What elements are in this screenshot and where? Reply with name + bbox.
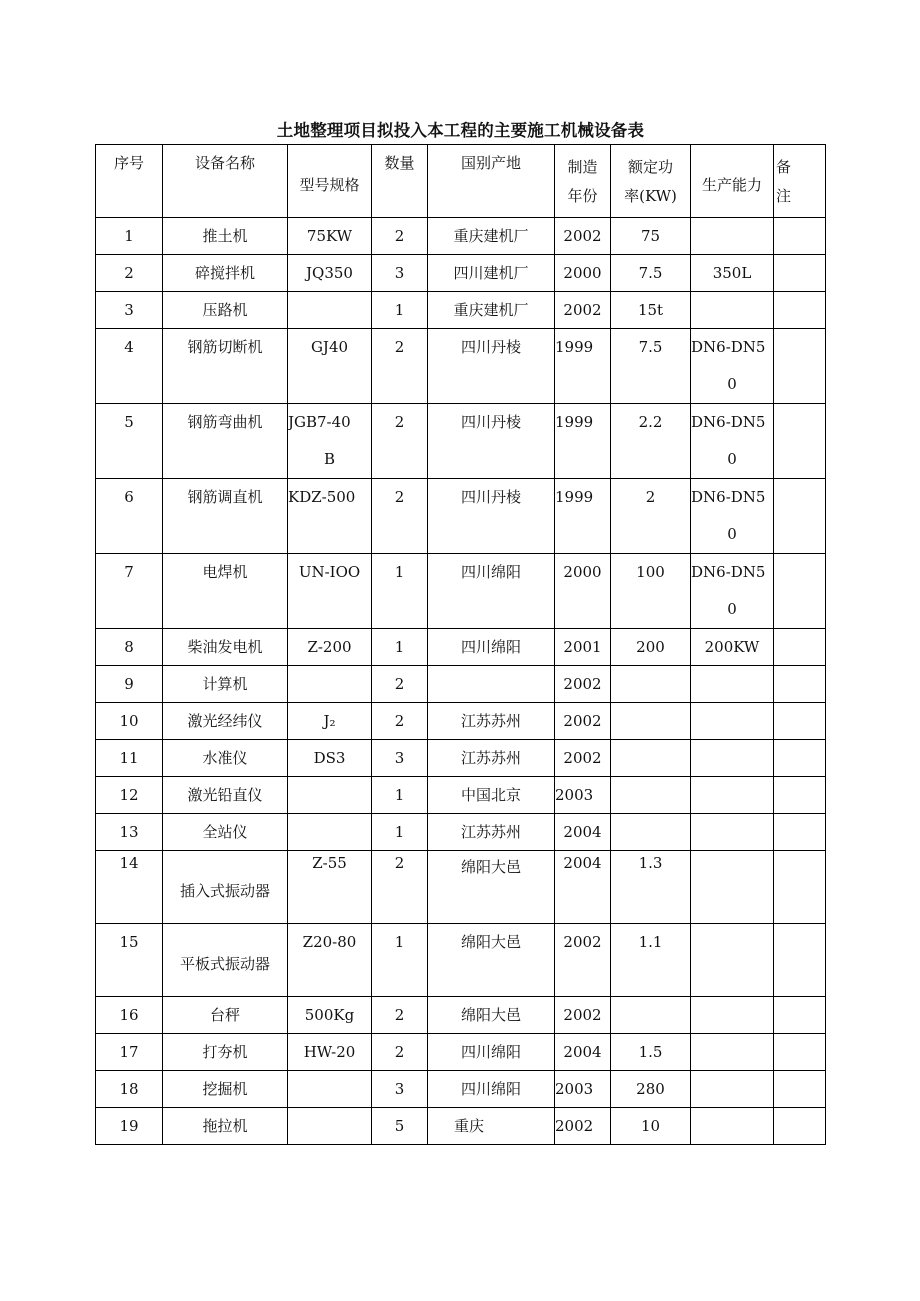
cell-year: 2004 xyxy=(555,1034,611,1071)
cell-origin xyxy=(428,666,555,703)
cell-name: 计算机 xyxy=(163,666,288,703)
cell-origin: 四川丹棱 xyxy=(428,404,555,479)
cell-year: 1999 xyxy=(555,329,611,404)
header-year: 制造 年份 xyxy=(555,145,611,218)
table-row xyxy=(96,740,826,777)
cell-model xyxy=(288,1108,372,1145)
cell-capacity: DN6-DN5 0 xyxy=(691,404,774,479)
table-row xyxy=(96,703,826,740)
cell-remark xyxy=(774,292,826,329)
cell-name: 钢筋切断机 xyxy=(163,329,288,404)
cell-origin: 中国北京 xyxy=(428,777,555,814)
cell-model: GJ40 xyxy=(288,329,372,404)
cell-origin: 四川丹棱 xyxy=(428,329,555,404)
header-row xyxy=(96,145,826,218)
cell-model: 75KW xyxy=(288,218,372,255)
cell-year: 2002 xyxy=(555,703,611,740)
cell-remark xyxy=(774,851,826,924)
cell-name: 钢筋调直机 xyxy=(163,479,288,554)
table-row xyxy=(96,1071,826,1108)
cell-remark xyxy=(774,255,826,292)
cell-power: 7.5 xyxy=(611,329,691,404)
cell-no: 3 xyxy=(96,292,163,329)
cell-remark xyxy=(774,997,826,1034)
cell-model: 500Kg xyxy=(288,997,372,1034)
cell-no: 4 xyxy=(96,329,163,404)
cell-no: 13 xyxy=(96,814,163,851)
cell-model: HW-20 xyxy=(288,1034,372,1071)
cell-remark xyxy=(774,814,826,851)
cell-origin: 四川绵阳 xyxy=(428,629,555,666)
cell-year: 2002 xyxy=(555,1108,611,1145)
table-row xyxy=(96,554,826,629)
cell-origin: 江苏苏州 xyxy=(428,740,555,777)
cell-qty: 2 xyxy=(372,218,428,255)
cell-capacity xyxy=(691,1071,774,1108)
cell-year: 2003 xyxy=(555,777,611,814)
cell-capacity xyxy=(691,997,774,1034)
cell-year: 2002 xyxy=(555,924,611,997)
cell-origin: 江苏苏州 xyxy=(428,814,555,851)
table-row xyxy=(96,1108,826,1145)
cell-power xyxy=(611,777,691,814)
table-row xyxy=(96,479,826,554)
cell-remark xyxy=(774,1071,826,1108)
cell-origin: 四川绵阳 xyxy=(428,554,555,629)
cell-origin: 四川绵阳 xyxy=(428,1071,555,1108)
cell-qty: 2 xyxy=(372,479,428,554)
cell-remark xyxy=(774,554,826,629)
cell-qty: 1 xyxy=(372,814,428,851)
cell-year: 2001 xyxy=(555,629,611,666)
cell-power: 7.5 xyxy=(611,255,691,292)
cell-qty: 5 xyxy=(372,1108,428,1145)
cell-capacity xyxy=(691,666,774,703)
cell-qty: 1 xyxy=(372,629,428,666)
cell-year: 2002 xyxy=(555,292,611,329)
cell-model: JQ350 xyxy=(288,255,372,292)
cell-model: UN-IOO xyxy=(288,554,372,629)
cell-model xyxy=(288,814,372,851)
cell-remark xyxy=(774,666,826,703)
cell-model: KDZ-500 xyxy=(288,479,372,554)
cell-power: 1.1 xyxy=(611,924,691,997)
cell-name: 激光铅直仪 xyxy=(163,777,288,814)
cell-name: 拖拉机 xyxy=(163,1108,288,1145)
cell-name: 全站仪 xyxy=(163,814,288,851)
cell-remark xyxy=(774,703,826,740)
cell-name: 激光经纬仪 xyxy=(163,703,288,740)
cell-remark xyxy=(774,329,826,404)
cell-capacity xyxy=(691,292,774,329)
cell-no: 9 xyxy=(96,666,163,703)
cell-qty: 2 xyxy=(372,404,428,479)
cell-no: 11 xyxy=(96,740,163,777)
cell-no: 18 xyxy=(96,1071,163,1108)
cell-name: 推土机 xyxy=(163,218,288,255)
cell-year: 1999 xyxy=(555,404,611,479)
header-qty: 数量 xyxy=(372,145,428,218)
cell-power: 280 xyxy=(611,1071,691,1108)
cell-no: 2 xyxy=(96,255,163,292)
cell-qty: 1 xyxy=(372,554,428,629)
cell-model: DS3 xyxy=(288,740,372,777)
header-index: 序号 xyxy=(96,145,163,218)
cell-capacity xyxy=(691,740,774,777)
table-row xyxy=(96,997,826,1034)
cell-power: 2.2 xyxy=(611,404,691,479)
cell-remark xyxy=(774,1108,826,1145)
cell-qty: 1 xyxy=(372,292,428,329)
table-row xyxy=(96,255,826,292)
cell-year: 2000 xyxy=(555,554,611,629)
cell-power: 100 xyxy=(611,554,691,629)
table-row xyxy=(96,851,826,924)
cell-qty: 1 xyxy=(372,924,428,997)
cell-qty: 2 xyxy=(372,329,428,404)
table-row xyxy=(96,329,826,404)
cell-capacity xyxy=(691,851,774,924)
cell-power: 1.5 xyxy=(611,1034,691,1071)
cell-capacity xyxy=(691,777,774,814)
cell-name: 压路机 xyxy=(163,292,288,329)
cell-no: 1 xyxy=(96,218,163,255)
cell-remark xyxy=(774,479,826,554)
cell-remark xyxy=(774,924,826,997)
cell-model: J₂ xyxy=(288,703,372,740)
cell-no: 17 xyxy=(96,1034,163,1071)
cell-origin: 绵阳大邑 xyxy=(428,997,555,1034)
cell-origin: 四川丹棱 xyxy=(428,479,555,554)
cell-qty: 2 xyxy=(372,1034,428,1071)
cell-power: 10 xyxy=(611,1108,691,1145)
table-title: 土地整理项目拟投入本工程的主要施工机械设备表 xyxy=(276,121,645,140)
cell-origin: 绵阳大邑 xyxy=(428,851,555,924)
cell-capacity xyxy=(691,1034,774,1071)
cell-no: 10 xyxy=(96,703,163,740)
header-power: 额定功 率(KW) xyxy=(611,145,691,218)
table-row xyxy=(96,629,826,666)
cell-power: 200 xyxy=(611,629,691,666)
cell-remark xyxy=(774,1034,826,1071)
cell-year: 2004 xyxy=(555,851,611,924)
header-origin: 国别产地 xyxy=(428,145,555,218)
cell-capacity xyxy=(691,218,774,255)
cell-no: 12 xyxy=(96,777,163,814)
cell-origin: 重庆建机厂 xyxy=(428,218,555,255)
cell-origin: 四川建机厂 xyxy=(428,255,555,292)
cell-capacity: DN6-DN5 0 xyxy=(691,479,774,554)
cell-name: 电焊机 xyxy=(163,554,288,629)
cell-qty: 1 xyxy=(372,777,428,814)
table-row xyxy=(96,1034,826,1071)
cell-power: 15t xyxy=(611,292,691,329)
cell-year: 2003 xyxy=(555,1071,611,1108)
cell-power xyxy=(611,997,691,1034)
cell-power xyxy=(611,666,691,703)
header-model: 型号规格 xyxy=(288,145,372,218)
cell-remark xyxy=(774,777,826,814)
cell-model xyxy=(288,777,372,814)
cell-no: 7 xyxy=(96,554,163,629)
table-row xyxy=(96,924,826,997)
table-row xyxy=(96,777,826,814)
cell-name: 打夯机 xyxy=(163,1034,288,1071)
cell-power: 75 xyxy=(611,218,691,255)
cell-origin: 重庆 xyxy=(428,1108,555,1145)
cell-year: 2002 xyxy=(555,218,611,255)
cell-model: JGB7-40 B xyxy=(288,404,372,479)
cell-qty: 2 xyxy=(372,997,428,1034)
cell-capacity xyxy=(691,924,774,997)
cell-model xyxy=(288,1071,372,1108)
cell-year: 2002 xyxy=(555,997,611,1034)
cell-year: 2000 xyxy=(555,255,611,292)
cell-no: 19 xyxy=(96,1108,163,1145)
cell-capacity xyxy=(691,1108,774,1145)
cell-name: 碎搅拌机 xyxy=(163,255,288,292)
cell-origin: 四川绵阳 xyxy=(428,1034,555,1071)
cell-model xyxy=(288,666,372,703)
cell-capacity xyxy=(691,703,774,740)
cell-qty: 2 xyxy=(372,851,428,924)
cell-capacity xyxy=(691,814,774,851)
cell-name: 柴油发电机 xyxy=(163,629,288,666)
cell-remark xyxy=(774,404,826,479)
header-capacity: 生产能力 xyxy=(691,145,774,218)
cell-power xyxy=(611,740,691,777)
cell-capacity: DN6-DN5 0 xyxy=(691,554,774,629)
cell-no: 5 xyxy=(96,404,163,479)
equipment-table xyxy=(95,144,826,1145)
header-name: 设备名称 xyxy=(163,145,288,218)
cell-qty: 3 xyxy=(372,740,428,777)
cell-name: 水准仪 xyxy=(163,740,288,777)
cell-year: 2002 xyxy=(555,666,611,703)
cell-no: 6 xyxy=(96,479,163,554)
table-row xyxy=(96,218,826,255)
cell-model: Z20-80 xyxy=(288,924,372,997)
table-row xyxy=(96,292,826,329)
cell-power: 2 xyxy=(611,479,691,554)
cell-no: 8 xyxy=(96,629,163,666)
cell-origin: 江苏苏州 xyxy=(428,703,555,740)
header-remark: 备 注 xyxy=(774,145,826,218)
cell-name: 平板式振动器 xyxy=(163,924,288,997)
cell-model xyxy=(288,292,372,329)
cell-no: 15 xyxy=(96,924,163,997)
cell-origin: 重庆建机厂 xyxy=(428,292,555,329)
cell-power xyxy=(611,703,691,740)
cell-name: 台秤 xyxy=(163,997,288,1034)
cell-model: Z-55 xyxy=(288,851,372,924)
cell-origin: 绵阳大邑 xyxy=(428,924,555,997)
cell-name: 钢筋弯曲机 xyxy=(163,404,288,479)
cell-remark xyxy=(774,629,826,666)
cell-qty: 3 xyxy=(372,255,428,292)
cell-year: 1999 xyxy=(555,479,611,554)
cell-power: 1.3 xyxy=(611,851,691,924)
cell-remark xyxy=(774,740,826,777)
cell-remark xyxy=(774,218,826,255)
cell-power xyxy=(611,814,691,851)
cell-no: 16 xyxy=(96,997,163,1034)
cell-qty: 2 xyxy=(372,666,428,703)
cell-qty: 3 xyxy=(372,1071,428,1108)
cell-qty: 2 xyxy=(372,703,428,740)
cell-year: 2004 xyxy=(555,814,611,851)
table-row xyxy=(96,666,826,703)
cell-capacity: 200KW xyxy=(691,629,774,666)
cell-model: Z-200 xyxy=(288,629,372,666)
cell-year: 2002 xyxy=(555,740,611,777)
cell-capacity: DN6-DN5 0 xyxy=(691,329,774,404)
cell-name: 挖掘机 xyxy=(163,1071,288,1108)
cell-name: 插入式振动器 xyxy=(163,851,288,924)
cell-no: 14 xyxy=(96,851,163,924)
cell-capacity: 350L xyxy=(691,255,774,292)
table-row xyxy=(96,814,826,851)
table-row xyxy=(96,404,826,479)
